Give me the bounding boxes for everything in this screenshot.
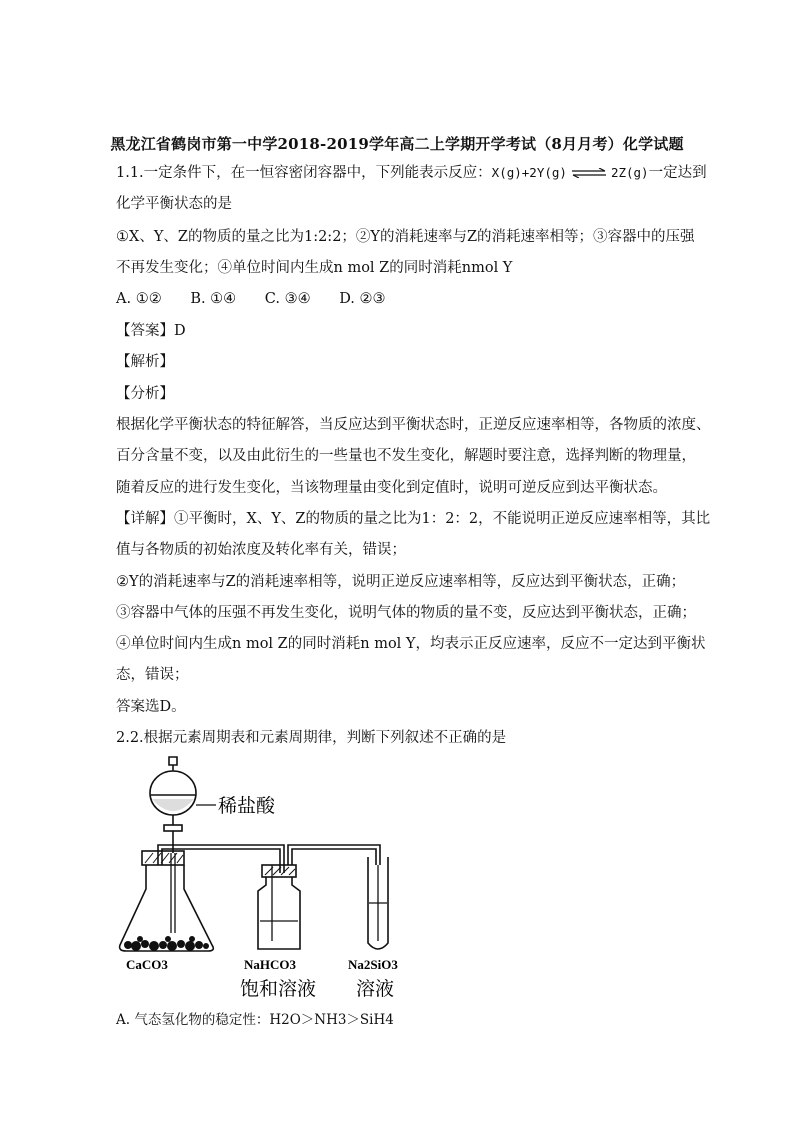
q1-option-b: B. ①④ (190, 291, 237, 307)
q2-option-a: A. 气态氢化物的稳定性：H2O＞NH3＞SiH4 (116, 1012, 394, 1028)
q1-option-c: C. ③④ (264, 291, 311, 307)
page-title: 黑龙江省鹤岗市第一中学2018-2019学年高二上学期开学考试（8月月考）化学试题 (110, 135, 684, 153)
q1-fenxi-heading: 【分析】 (116, 386, 174, 402)
q2-stem: 2.2.根据元素周期表和元素周期律，判断下列叙述不正确的是 (116, 730, 507, 746)
q1-option-d: D. ②③ (339, 291, 386, 307)
q1-detail-line: ④单位时间内生成n mol Z的同时消耗n mol Y，均表示正反应速率，反应不一定达到平衡状 (116, 636, 706, 652)
equilibrium-arrow-icon (571, 168, 607, 178)
flask-label: CaCO3 (126, 957, 168, 972)
q1-answer: 【答案】D (116, 323, 186, 339)
q1-detail-line: 态，错误； (116, 667, 189, 683)
gas-washing-bottle (258, 877, 300, 949)
funnel-stopper (169, 757, 177, 765)
apparatus-diagram (112, 753, 422, 1003)
q1-items-line2: 不再发生变化；④单位时间内生成n mol Z的同时消耗nmol Y (116, 260, 513, 276)
q1-reaction-left: X(g)+2Y(g) (491, 165, 567, 180)
acid-label: 稀盐酸 (218, 795, 276, 817)
bottle-label-formula: NaHCO3 (244, 957, 296, 972)
q1-stem-prefix: 1.1.一定条件下，在一恒容密闭容器中，下列能表示反应： (116, 165, 492, 181)
q1-detail-line: ②Y的消耗速率与Z的消耗速率相等，说明正逆反应速率相等，反应达到平衡状态，正确； (116, 574, 686, 590)
q1-stem-line1 (116, 163, 707, 183)
q1-analysis-line: 根据化学平衡状态的特征解答，当反应达到平衡状态时，正逆反应速率相等，各物质的浓度、 (116, 417, 711, 433)
q1-analysis-line: 随着反应的进行发生变化，当该物理量由变化到定值时，说明可逆反应到达平衡状态。 (116, 480, 667, 496)
tube-label-formula: Na2SiO3 (348, 957, 398, 972)
apparatus-figure (112, 753, 422, 1003)
q1-option-a: A. ①② (116, 291, 162, 307)
q1-jiexi-heading: 【解析】 (116, 354, 174, 370)
tube-label-solution: 溶液 (356, 978, 395, 1000)
caco3-solid-icon (124, 936, 209, 951)
bottle-label-solution: 饱和溶液 (240, 978, 317, 1000)
q1-reaction-right: 2Z(g) (610, 165, 649, 180)
q1-items-line1: ①X、Y、Z的物质的量之比为1:2:2；②Y的消耗速率与Z的消耗速率相等；③容器中的压强 (116, 229, 695, 245)
q1-stem-suffix: 一定达到 (648, 165, 707, 181)
bottle-stopper (262, 865, 296, 877)
q1-analysis-line: 百分含量不变，以及由此衍生的一些量也不发生变化，解题时要注意，选择判断的物理量， (116, 448, 696, 464)
q1-detail-line: 值与各物质的初始浓度及转化率有关，错误； (116, 542, 406, 558)
flask-stopper (142, 851, 184, 865)
funnel-stopcock (164, 825, 182, 831)
q1-detail-line: 答案选D。 (116, 699, 186, 715)
q1-options (116, 289, 410, 309)
q1-stem-line2: 化学平衡状态的是 (116, 196, 232, 212)
q1-detail-line: ③容器中气体的压强不再发生变化，说明气体的物质的量不变，反应达到平衡状态，正确； (116, 605, 696, 621)
q1-detail-line: 【详解】①平衡时，X、Y、Z的物质的量之比为1：2：2，不能说明正逆反应速率相等，其比 (116, 511, 711, 527)
